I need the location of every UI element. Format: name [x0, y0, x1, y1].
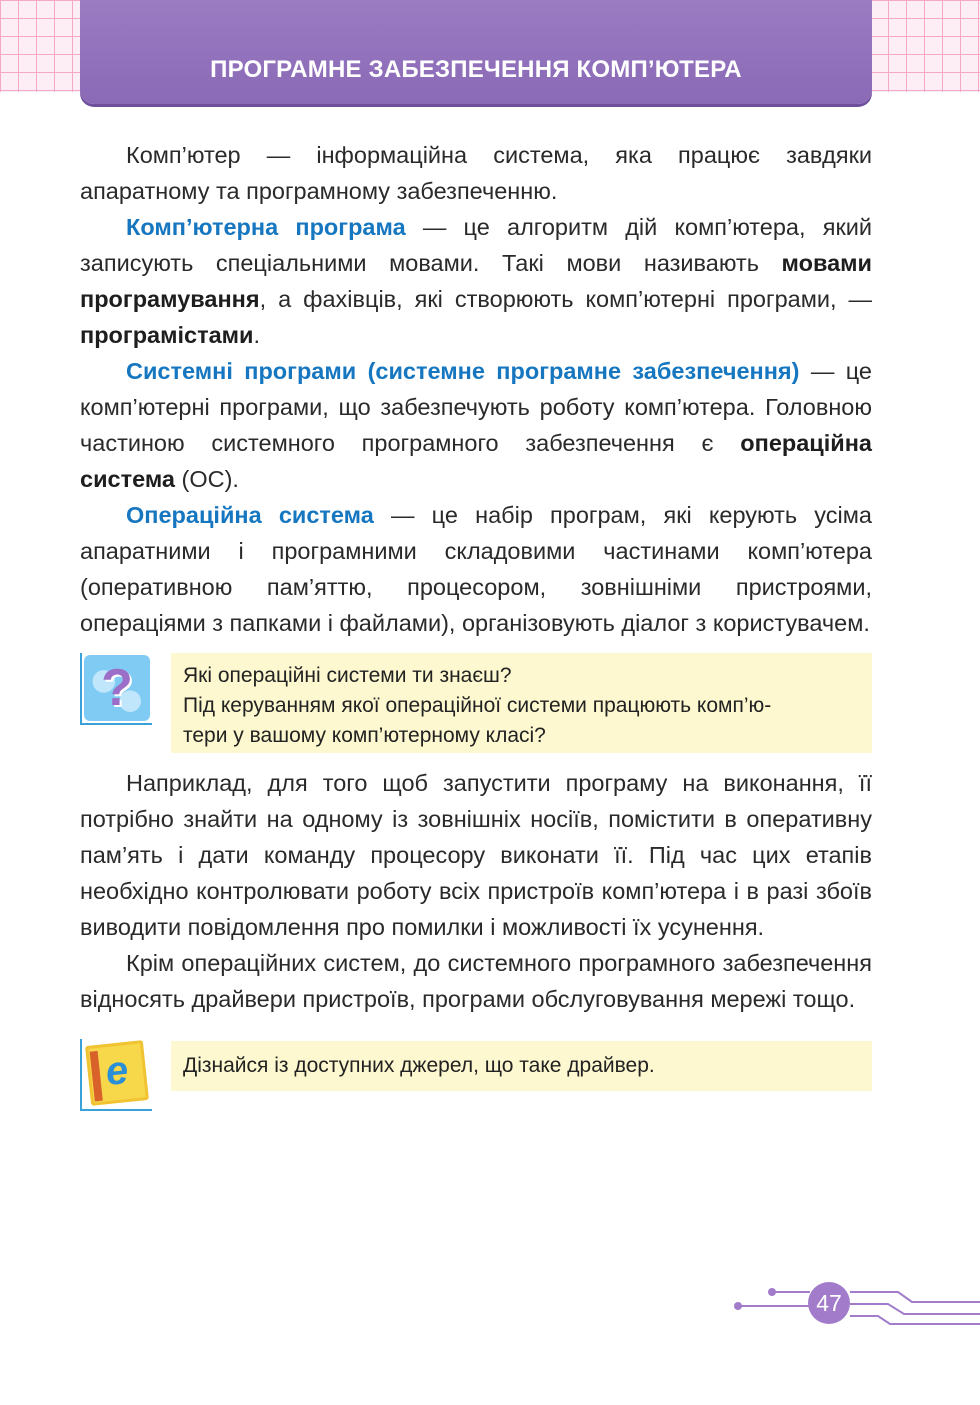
text: (ОС).: [175, 466, 239, 492]
book-research-icon: [85, 1040, 149, 1106]
research-callout: [80, 1031, 872, 1109]
question-note: [171, 653, 872, 753]
page-title: ПРОГРАМНЕ ЗАБЕЗПЕЧЕННЯ КОМП’ЮТЕРА: [210, 56, 742, 83]
paragraph-example: Наприклад, для того щоб запустити програму на виконання, її потрібно знайти на одному із зовнішніх носіїв, помістити в оперативну пам’ять і дати команду процесору виконати її. Під час цих етапів необхідно контролювати роботу всіх пристроїв комп’ютера і в разі збоїв виводити повідомлення про помилки і можливості їх усунення.: [80, 770, 872, 940]
text: , а фахівців, які створюють комп’ютерні програми, —: [259, 286, 872, 312]
page-number: 47: [808, 1282, 850, 1324]
main-content: [80, 137, 872, 1109]
browser-e-icon: e: [103, 1047, 131, 1095]
research-text: Дізнайся із доступних джерел, що таке драйвер.: [183, 1054, 655, 1077]
paragraph-os: [80, 497, 872, 641]
question-icon: [84, 655, 150, 721]
term-system-programs: Системні програми (системне програмне забезпечення): [126, 358, 800, 384]
text: — це набір програм, які керують усіма апаратними і програмними складовими частинами комп’ютера (оперативною пам’яттю, процесором, зовнішніми пристроями, операціями з папками і файлами), організовують діалог з користувачем.: [80, 502, 872, 636]
term-operating-system: операційна система: [80, 430, 872, 492]
term-programmers: програмістами: [80, 322, 254, 348]
page-number-decoration: [728, 1278, 980, 1328]
paragraph-intro: Комп’ютер — інформаційна система, яка працює завдяки апаратному та програмному забезпеченню.: [80, 142, 872, 204]
paragraph-program: [80, 209, 872, 353]
research-note: [171, 1041, 872, 1091]
circuit-lines-icon: [728, 1278, 980, 1328]
question-callout: [80, 653, 872, 755]
question-mark-glyph: ?: [101, 659, 133, 717]
research-icon-frame: [80, 1039, 152, 1111]
question-icon-frame: [80, 653, 152, 725]
paragraph-drivers: Крім операційних систем, до системного програмного забезпечення відносять драйвери пристроїв, програми обслуговування мережі тощо.: [80, 950, 872, 1012]
question-line: Під керуванням якої операційної системи працюють комп’ю-: [183, 694, 772, 717]
question-line: Які операційні системи ти знаєш?: [183, 664, 512, 687]
term-programming-languages: мовами програмування: [80, 250, 872, 312]
text: — це алгоритм дій комп’ютера, який записують спеціальними мовами. Такі мови називають: [80, 214, 872, 276]
book-spine: [90, 1051, 103, 1102]
term-computer-program: Комп’ютерна програма: [126, 214, 406, 240]
decorative-grid-right: [870, 0, 980, 92]
text: .: [253, 322, 261, 348]
header-banner: [80, 0, 872, 104]
question-line: тери у вашому комп’ютерному класі?: [183, 724, 546, 747]
term-os-definition: Операційна система: [126, 502, 374, 528]
text: — це комп’ютерні програми, що забезпечують роботу комп’ютера. Головною частиною системного програмного забезпечення є: [80, 358, 873, 456]
paragraph-system-programs: [80, 353, 872, 497]
